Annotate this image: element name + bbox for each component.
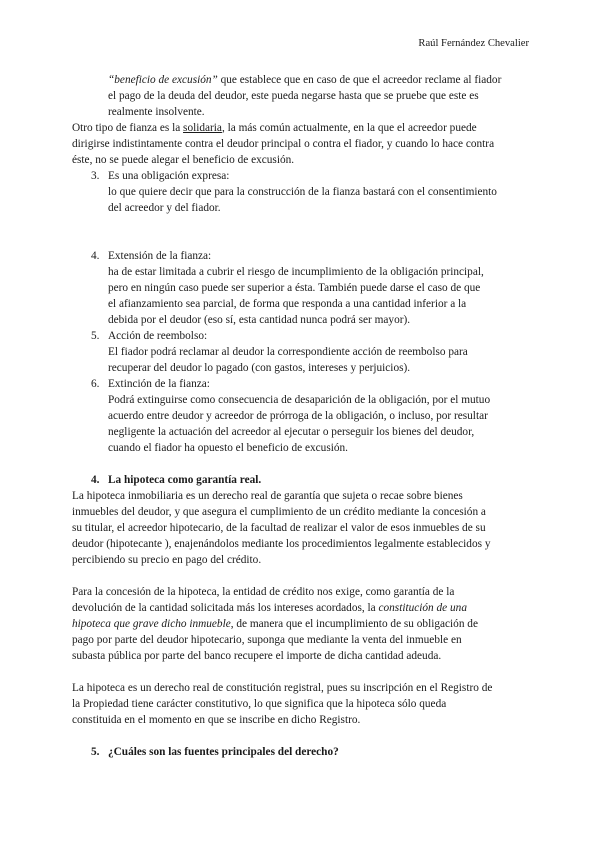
constitucion-italic: constitución de una [378,602,467,614]
item-6-line-1: Podrá extinguirse como consecuencia de desaparición de la obligación, por el mutuo [108,394,491,406]
item-6-line-4: cuando el fiador ha opuesto el beneficio de excusión. [108,442,348,454]
item-4-number: 4. [91,250,100,262]
intro-line-2: el pago de la deuda del deudor, este pueda negarse hasta que se pruebe que este es [108,90,479,102]
item-4-line-3: el afianzamiento sea parcial, de forma que responda a una cantidad inferior a la [108,298,467,310]
solidaria-underlined: solidaria [183,122,222,134]
solidaria-line-2: dirigirse indistintamente contra el deudor principal o contra el fiador, y cuando lo hace contra [72,138,495,150]
hipoteca-p2-line-2: devolución de la cantidad solicitada más los intereses acordados, la constitución de una [72,602,467,614]
hipoteca-p2-line-4: pago por parte del deudor hipotecario, suponga que mediante la venta del inmueble en [72,634,462,646]
hipoteca-p1-line-3: su titular, el acreedor hipotecario, de la facultad de realizar el valor de esos inmuebles de su [72,522,486,534]
hipoteca-p1-line-5: percibiendo su precio en pago del crédito. [72,554,262,566]
solidaria-line-3: éste, no se puede alegar el beneficio de excusión. [72,154,295,166]
beneficio-excusion-quote: “beneficio de excusión” [108,74,218,86]
item-4-title: Extensión de la fianza: [108,250,212,262]
item-4-line-1: ha de estar limitada a cubrir el riesgo de incumplimiento de la obligación principal, [108,266,484,278]
hipoteca-p2-line-5: subasta pública por parte del banco recupere el importe de dicha cantidad adeuda. [72,650,442,662]
hipoteca-p3-line-2: la Propiedad tiene carácter constitutivo, lo que significa que la hipoteca sólo queda [72,698,447,710]
item-3-line-2: del acreedor y del fiador. [108,202,221,214]
hipoteca-inmueble-italic: hipoteca que grave dicho inmueble [72,618,231,630]
item-4-line-4: debida por el deudor (eso sí, esta cantidad nunca podrá ser mayor). [108,314,411,326]
hipoteca-p2-line-1: Para la concesión de la hipoteca, la entidad de crédito nos exige, como garantía de la [72,586,455,598]
hipoteca-p2-line-3: hipoteca que grave dicho inmueble, de manera que el incumplimiento de su obligación de [72,618,478,630]
solidaria-line-1: Otro tipo de fianza es la solidaria, la más común actualmente, en la que el acreedor puede [72,122,477,134]
item-6-line-2: acuerdo entre deudor y acreedor de prórroga de la obligación, o incluso, por resultar [108,410,488,422]
hipoteca-p3-line-3: constituida en el momento en que se inscribe en dicho Registro. [72,714,361,726]
item-3-number: 3. [91,170,100,182]
item-3-title: Es una obligación expresa: [108,170,230,182]
item-6-line-3: negligente la actuación del acreedor al ejecutar o perseguir los bienes del deudor, [108,426,475,438]
intro-line-3: realmente insolvente. [108,106,205,118]
section-4-heading: La hipoteca como garantía real. [108,474,262,486]
intro-line-1: “beneficio de excusión” que establece que en caso de que el acreedor reclame al fiador [108,74,502,86]
section-5-number: 5. [91,746,100,758]
item-5-number: 5. [91,330,100,342]
section-4-number: 4. [91,474,100,486]
item-5-line-2: recuperar del deudor lo pagado (con gastos, intereses y perjuicios). [108,362,411,374]
item-5-line-1: El fiador podrá reclamar al deudor la correspondiente acción de reembolso para [108,346,468,358]
item-3-line-1: lo que quiere decir que para la construcción de la fianza bastará con el consentimiento [108,186,497,198]
item-5-title: Acción de reembolso: [108,330,208,342]
item-6-title: Extinción de la fianza: [108,378,210,390]
hipoteca-p1-line-2: inmuebles del deudor, y que asegura el cumplimiento de un crédito mediante la concesión a [72,506,486,518]
item-6-number: 6. [91,378,100,390]
item-4-line-2: pero en ningún caso puede ser superior a ésta. También puede darse el caso de que [108,282,481,294]
hipoteca-p3-line-1: La hipoteca es un derecho real de constitución registral, pues su inscripción en el Registro de [72,682,493,694]
hipoteca-p1-line-4: deudor (hipotecante ), enajenándolos mediante los procedimientos legalmente establecidos y [72,538,491,550]
page-header-author: Raúl Fernández Chevalier [418,38,529,49]
hipoteca-p1-line-1: La hipoteca inmobiliaria es un derecho real de garantía que sujeta o recae sobre bienes [72,490,463,502]
section-5-heading: ¿Cuáles son las fuentes principales del derecho? [108,746,339,758]
